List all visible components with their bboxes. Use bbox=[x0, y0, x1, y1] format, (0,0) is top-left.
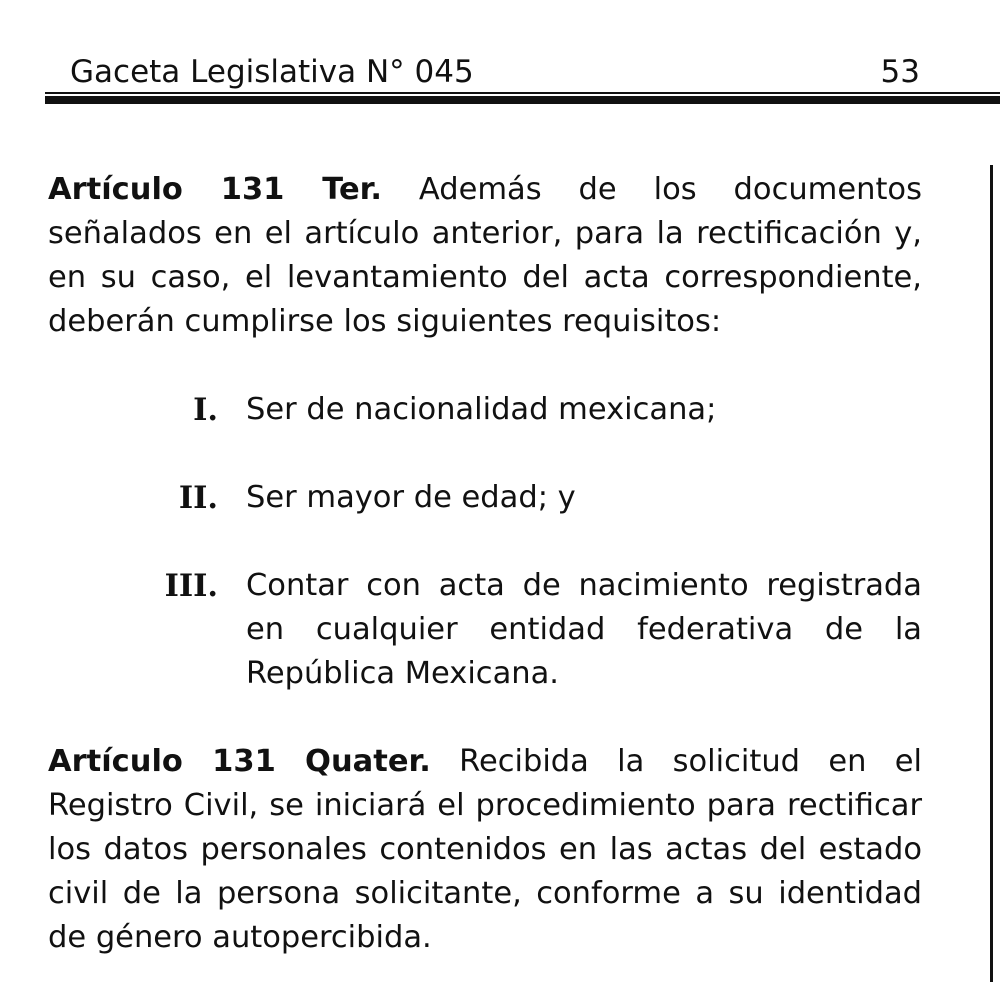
list-item-text: Ser mayor de edad; y bbox=[246, 480, 576, 515]
page-number: 53 bbox=[880, 54, 920, 90]
page-header bbox=[70, 52, 920, 92]
column-rule bbox=[990, 165, 993, 982]
list-item-text: Contar con acta de nacimiento registrada en cualquier entidad federativa de la República Mexicana. bbox=[246, 568, 922, 691]
gazette-title: Gaceta Legislativa N° 045 bbox=[70, 54, 474, 90]
article-131-quater-paragraph bbox=[48, 740, 922, 960]
list-item bbox=[48, 388, 922, 432]
header-rule-thin bbox=[45, 92, 1000, 94]
document-body bbox=[48, 168, 922, 960]
list-numeral: I. bbox=[193, 392, 218, 428]
header-rule-thick bbox=[45, 96, 1000, 104]
article-131-ter-paragraph bbox=[48, 168, 922, 344]
article-131-ter-text: Además de los documentos señalados en el artículo anterior, para la rectificación y, en su caso, el levantamiento del acta correspondiente, deberán cumplirse los siguientes requisitos: bbox=[48, 172, 922, 339]
list-item-text: Ser de nacionalidad mexicana; bbox=[246, 392, 717, 427]
requirements-list bbox=[48, 388, 922, 696]
list-numeral: III. bbox=[164, 568, 218, 604]
list-item bbox=[48, 564, 922, 696]
article-131-quater-text: Recibida la solicitud en el Registro Civil, se iniciará el procedimiento para rectificar los datos personales contenidos en las actas del estado civil de la persona solicitante, conforme a su identidad de género autopercibida. bbox=[48, 744, 922, 955]
article-131-quater-heading: Artículo 131 Quater. bbox=[48, 744, 431, 779]
list-item bbox=[48, 476, 922, 520]
list-numeral: II. bbox=[178, 480, 218, 516]
article-131-ter-heading: Artículo 131 Ter. bbox=[48, 172, 382, 207]
